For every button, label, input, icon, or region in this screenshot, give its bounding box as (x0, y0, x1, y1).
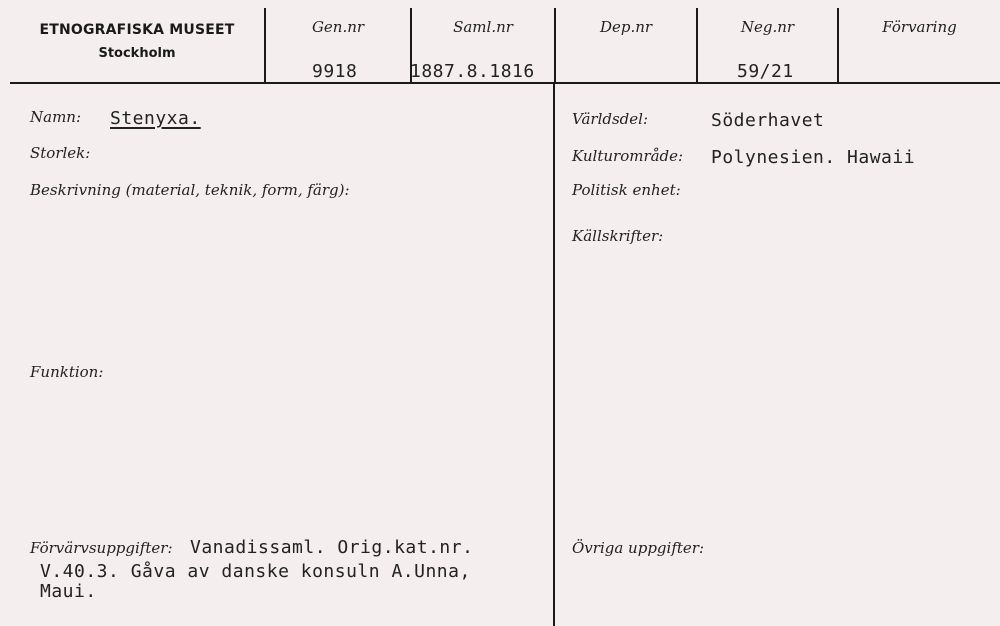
museum-name: ETNOGRAFISKA MUSEET (39, 22, 235, 38)
gen-nr-value: 9918 (312, 61, 358, 82)
kulturomrade-value: Polynesien. Hawaii (711, 147, 916, 168)
saml-nr-value: 1887.8.1816 (410, 61, 535, 82)
ovriga-uppgifter-label: Övriga uppgifter: (572, 539, 704, 557)
saml-nr-label: Saml.nr (453, 18, 513, 36)
namn-value: Stenyxa. (110, 108, 201, 129)
header-rule (10, 82, 1000, 84)
funktion-label: Funktion: (30, 363, 104, 381)
beskrivning-label: Beskrivning (material, teknik, form, färg): (30, 181, 350, 199)
forvarv-line-1: Vanadissaml. Orig.kat.nr. (190, 537, 474, 558)
center-divider (553, 84, 555, 626)
varldsdel-label: Världsdel: (572, 110, 648, 128)
forvarv-label: Förvärvsuppgifter: (30, 539, 173, 557)
kallskrifter-label: Källskrifter: (572, 227, 664, 245)
storlek-label: Storlek: (30, 144, 91, 162)
forvarv-line-2: V.40.3. Gåva av danske konsuln A.Unna, (40, 561, 471, 582)
dep-nr-label: Dep.nr (599, 18, 653, 36)
neg-nr-value: 59/21 (737, 61, 794, 82)
neg-nr-label: Neg.nr (740, 18, 795, 36)
varldsdel-value: Söderhavet (711, 110, 825, 131)
namn-label: Namn: (30, 108, 82, 126)
forvaring-label: Förvaring (882, 18, 957, 36)
forvarv-line-3: Maui. (40, 581, 97, 602)
museum-city: Stockholm (98, 46, 176, 61)
gen-nr-label: Gen.nr (311, 18, 365, 36)
kulturomrade-label: Kulturområde: (572, 147, 684, 165)
politisk-enhet-label: Politisk enhet: (572, 181, 681, 199)
